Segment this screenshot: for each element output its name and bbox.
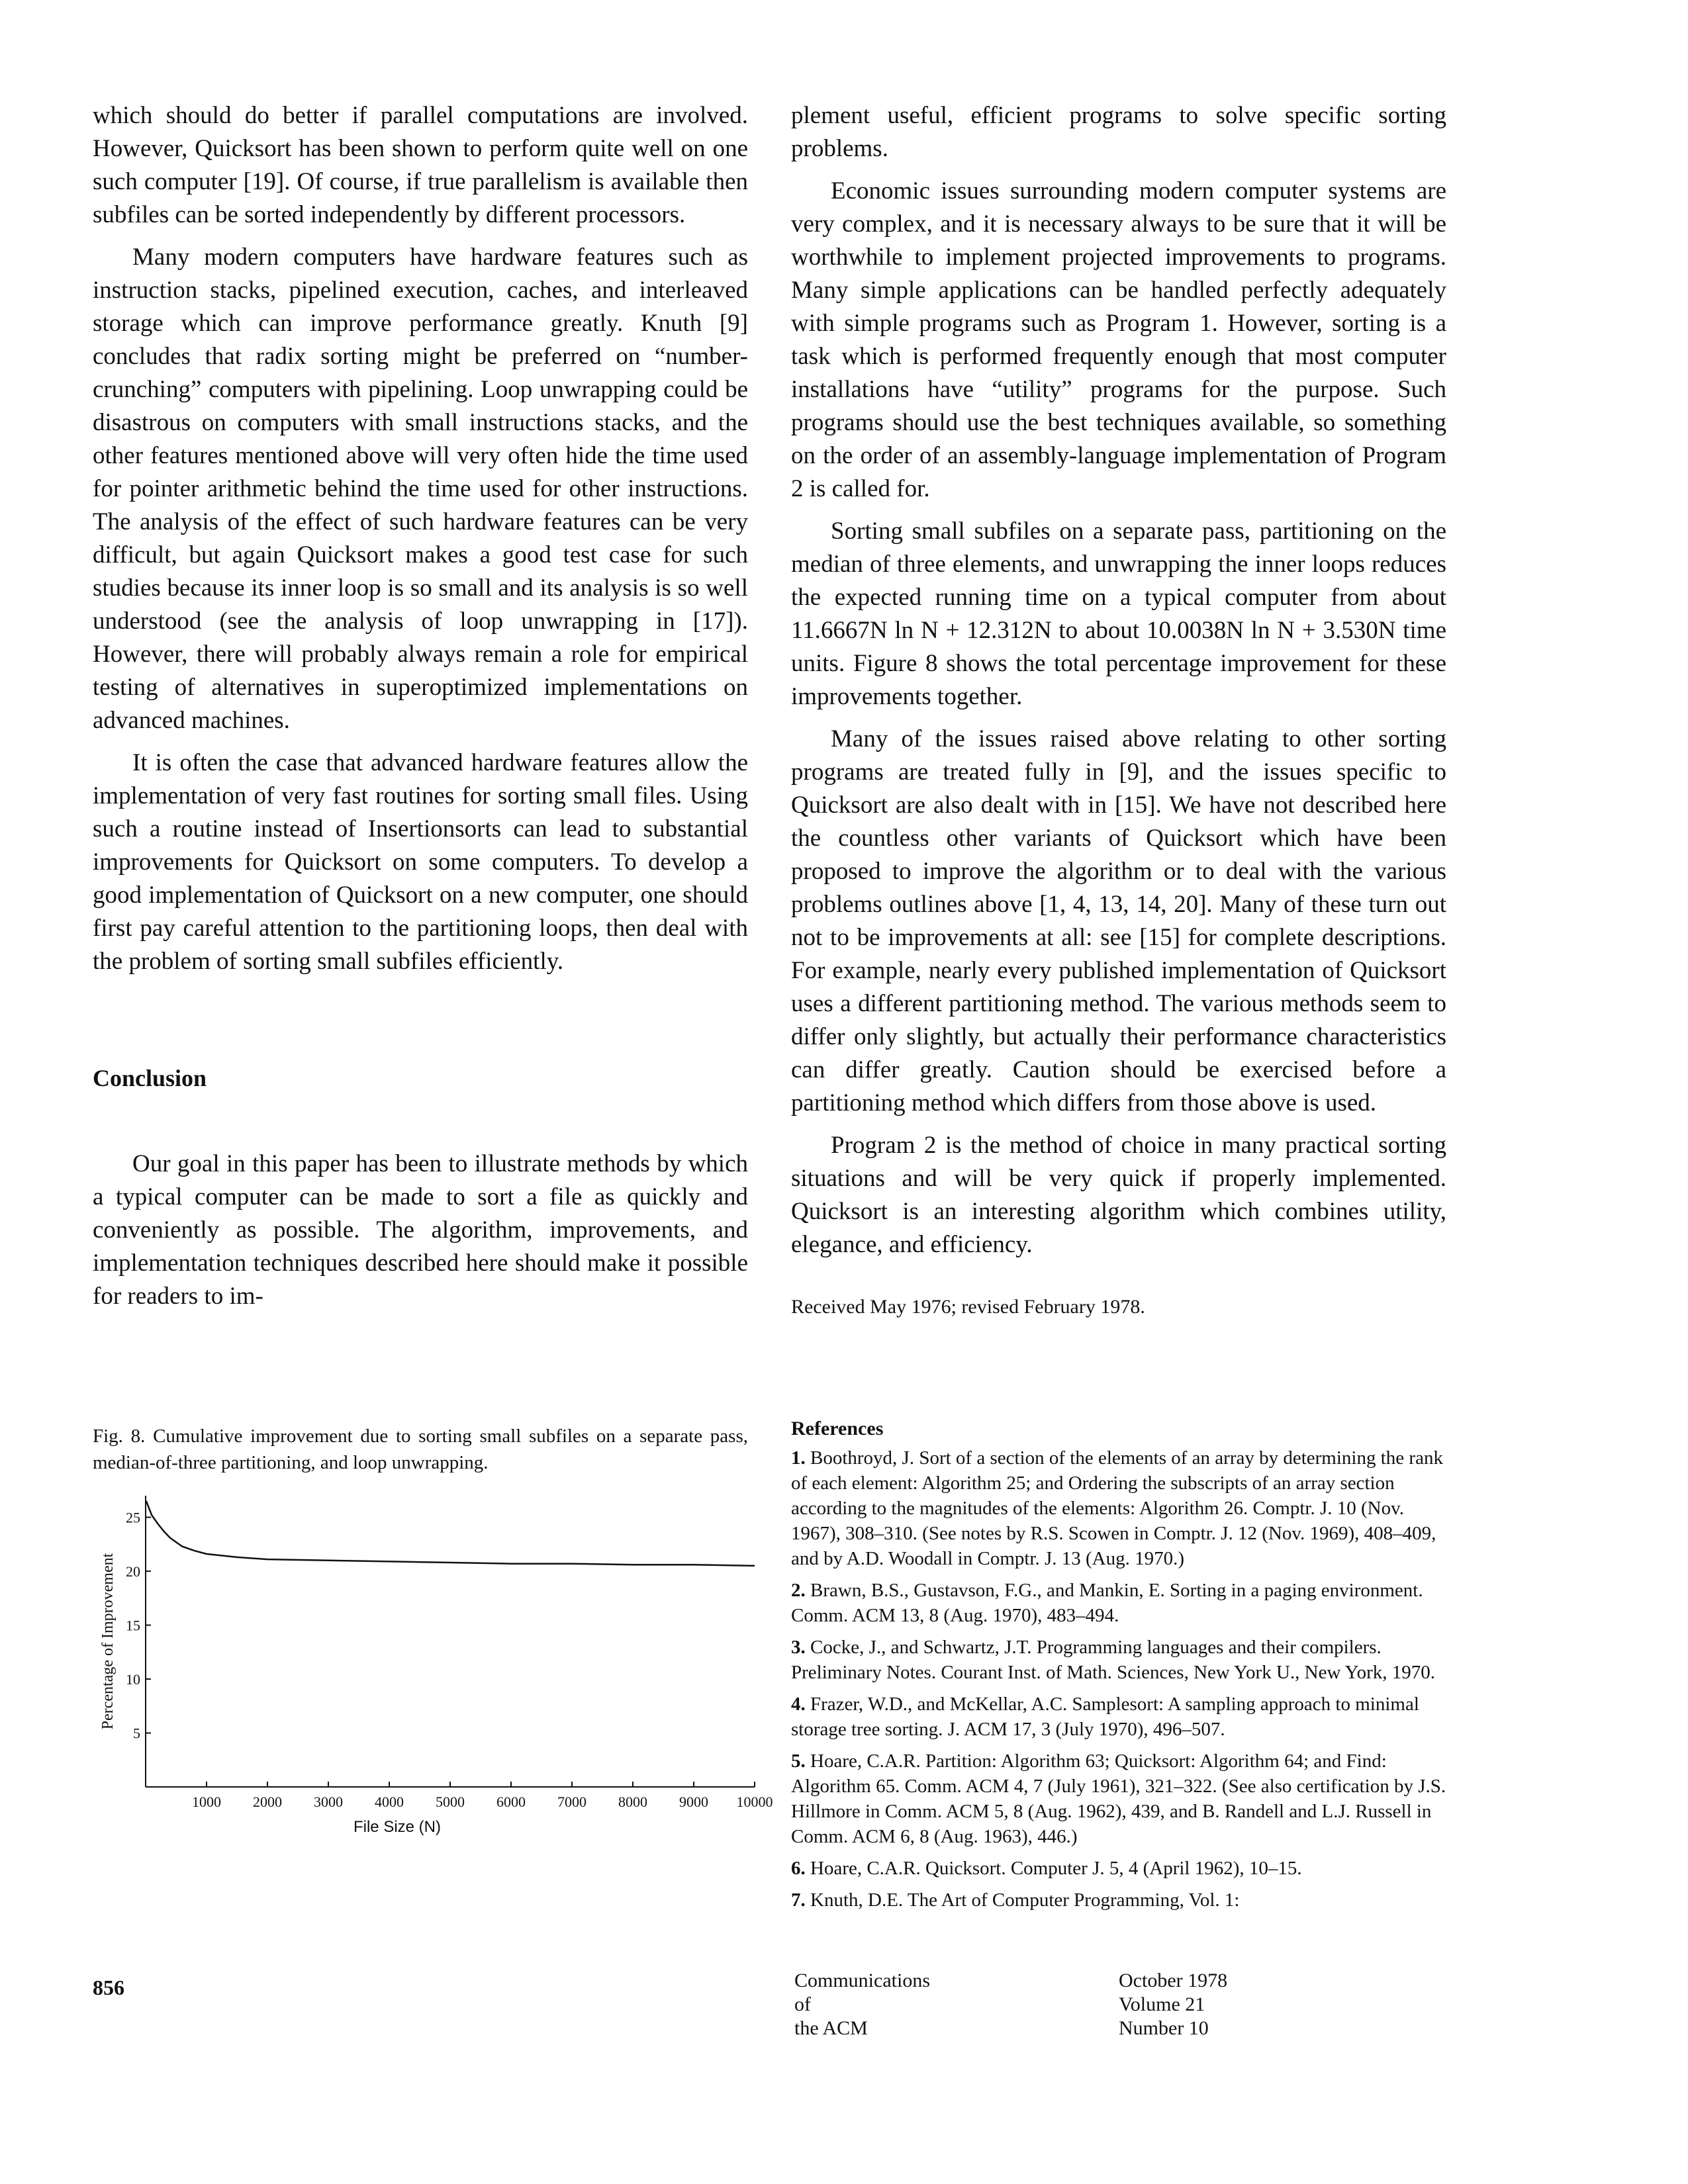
- journal-line: the ACM: [794, 2017, 868, 2039]
- reference-number: 4.: [791, 1694, 810, 1715]
- x-axis-label: File Size (N): [353, 1818, 442, 1836]
- reference-text: Frazer, W.D., and McKellar, A.C. Samplesort: A sampling approach to minimal storage tree sorting. J. ACM 17, 3 (July 1970), 496–507.: [791, 1694, 1419, 1740]
- issue-date: October 1978: [1119, 1970, 1228, 1991]
- y-tick-label: 25: [126, 1509, 140, 1526]
- x-tick-label: 4000: [375, 1794, 404, 1810]
- y-tick-label: 10: [126, 1671, 140, 1688]
- y-tick-label: 5: [133, 1725, 140, 1742]
- page-number: 856: [93, 1976, 124, 1999]
- figure-8-chart: [93, 1489, 773, 1836]
- reference-item: [791, 1888, 1446, 1913]
- reference-number: 7.: [791, 1889, 810, 1911]
- y-tick-label: 20: [126, 1563, 140, 1580]
- x-tick-label: 7000: [557, 1794, 586, 1810]
- chart-axes: [146, 1496, 755, 1787]
- reference-item: [791, 1692, 1446, 1742]
- paragraph: Economic issues surrounding modern computer systems are very complex, and it is necessary always to be sure that it will be worthwhile to implement projected improvements to programs. Many simple applications can be handled perfectly adequately with simple programs such as Program 1. However, sorting is a task which is performed frequently enough that most computer installations have “utility” programs for the purpose. Such programs should use the best techniques available, so something on the order of an assembly-language implementation of Program 2 is called for.: [791, 177, 1446, 502]
- reference-item: [791, 1635, 1446, 1685]
- reference-item: [791, 1578, 1446, 1628]
- x-ticks: [192, 1782, 773, 1810]
- reference-item: [791, 1856, 1446, 1881]
- reference-text: Boothroyd, J. Sort of a section of the elements of an array by determining the rank of each element: Algorithm 25; and Ordering the subscripts of an array section according to the magnitudes of the elements: Algorithm 26. Comptr. J. 10 (Nov. 1967), 308–310. (See notes by R.S. Scowen in Comptr. J. 12 (Nov. 1969), 408–409, and by A.D. Woodall in Comptr. J. 13 (Aug. 1970.): [791, 1447, 1443, 1569]
- conclusion-heading: Conclusion: [93, 1065, 207, 1091]
- paragraph: Many modern computers have hardware features such as instruction stacks, pipelined execution, caches, and interleaved storage which can improve performance greatly. Knuth [9] concludes that radix sorting might be preferred on “number-crunching” computers with pipelining. Loop unwrapping could be disastrous on computers with small instructions stacks, and the other features mentioned above will very often hide the time used for pointer arithmetic behind the time used for other instructions. The analysis of the effect of such hardware features can be very difficult, but again Quicksort makes a good test case for such studies because its inner loop is so small and its analysis is so well understood (see the analysis of loop unwrapping in [17]). However, there will probably always remain a role for empirical testing of alternatives in superoptimized implementations on advanced machines.: [93, 244, 748, 734]
- conclusion-paragraph: Our goal in this paper has been to illustrate methods by which a typical computer can be made to sort a file as quickly and conveniently as possible. The algorithm, improvements, and implementation techniques described here should make it possible for readers to im-: [93, 1150, 748, 1310]
- chart-series: [146, 1501, 755, 1566]
- y-axis-label: Percentage of Improvement: [99, 1553, 117, 1730]
- x-tick-label: 1000: [192, 1794, 221, 1810]
- x-tick-label: 5000: [436, 1794, 465, 1810]
- journal-line: of: [794, 1993, 811, 2015]
- series-line: [146, 1501, 755, 1566]
- received-note: Received May 1976; revised February 1978.: [791, 1296, 1145, 1318]
- references-list: [791, 1445, 1446, 1913]
- issue-info: [1119, 1969, 1227, 2040]
- right-column: [791, 99, 1446, 1318]
- x-tick-label: 10000: [736, 1794, 773, 1810]
- reference-item: [791, 1445, 1446, 1571]
- reference-text: Hoare, C.A.R. Partition: Algorithm 63; Quicksort: Algorithm 64; and Find: Algorithm 65. Comm. ACM 4, 7 (July 1961), 321–322. (See also certification by J.S. Hillmore in Comm. ACM 5, 8 (Aug. 1962), 439, and B. Randell and L.J. Russell in Comm. ACM 6, 8 (Aug. 1963), 446.): [791, 1751, 1446, 1847]
- left-column: [93, 99, 748, 1313]
- paragraph: Program 2 is the method of choice in many practical sorting situations and will be very quick if properly implemented. Quicksort is an interesting algorithm which combines utility, elegance, and efficiency.: [791, 1132, 1446, 1258]
- reference-number: 1.: [791, 1447, 810, 1469]
- reference-text: Hoare, C.A.R. Quicksort. Computer J. 5, 4 (April 1962), 10–15.: [810, 1858, 1302, 1879]
- issue-volume: Volume 21: [1119, 1993, 1205, 2015]
- issue-number: Number 10: [1119, 2017, 1209, 2039]
- x-tick-label: 9000: [679, 1794, 708, 1810]
- reference-item: [791, 1749, 1446, 1849]
- x-tick-label: 6000: [496, 1794, 526, 1810]
- paragraph: plement useful, efficient programs to solve specific sorting problems.: [791, 102, 1446, 162]
- paragraph: Many of the issues raised above relating to other sorting programs are treated fully in [9], and the issues specific to Quicksort are also dealt with in [15]. We have not described here the countless other variants of Quicksort which have been proposed to improve the algorithm or to deal with the various problems outlines above [1, 4, 13, 14, 20]. Many of these turn out not to be improvements at all: see [15] for complete descriptions. For example, nearly every published implementation of Quicksort uses a different partitioning method. The various methods seem to differ only slightly, but actually their performance characteristics can differ greatly. Caution should be exercised before a partitioning method which differs from those above is used.: [791, 725, 1446, 1116]
- journal-name: [794, 1969, 930, 2040]
- figure-caption: Fig. 8. Cumulative improvement due to sorting small subfiles on a separate pass, median-of-three partitioning, and loop unwrapping.: [93, 1426, 748, 1473]
- reference-number: 6.: [791, 1858, 810, 1879]
- y-ticks: [126, 1510, 151, 1742]
- x-tick-label: 8000: [618, 1794, 647, 1810]
- reference-text: Cocke, J., and Schwartz, J.T. Programming languages and their compilers. Preliminary Notes. Courant Inst. of Math. Sciences, New York U., New York, 1970.: [791, 1637, 1436, 1683]
- chart-svg: [93, 1489, 773, 1836]
- references: [791, 1416, 1446, 1919]
- reference-text: Knuth, D.E. The Art of Computer Programming, Vol. 1:: [810, 1889, 1240, 1911]
- reference-number: 5.: [791, 1751, 810, 1772]
- reference-number: 3.: [791, 1637, 810, 1658]
- x-tick-label: 2000: [253, 1794, 282, 1810]
- reference-text: Brawn, B.S., Gustavson, F.G., and Mankin, E. Sorting in a paging environment. Comm. ACM 13, 8 (Aug. 1970), 483–494.: [791, 1580, 1423, 1626]
- paragraph: which should do better if parallel computations are involved. However, Quicksort has been shown to perform quite well on one such computer [19]. Of course, if true parallelism is available then subfiles can be sorted independently by different processors.: [93, 102, 748, 228]
- paragraph: Sorting small subfiles on a separate pass, partitioning on the median of three elements, and unwrapping the inner loops reduces the expected running time on a typical computer from about 11.6667N ln N + 12.312N to about 10.0038N ln N + 3.530N time units. Figure 8 shows the total percentage improvement for these improvements together.: [791, 518, 1446, 710]
- references-heading: References: [791, 1418, 884, 1439]
- reference-number: 2.: [791, 1580, 810, 1601]
- x-tick-label: 3000: [314, 1794, 343, 1810]
- journal-line: Communications: [794, 1970, 930, 1991]
- paragraph: It is often the case that advanced hardware features allow the implementation of very fast routines for sorting small files. Using such a routine instead of Insertionsorts can lead to substantial improvements for Quicksort on some computers. To develop a good implementation of Quicksort on a new computer, one should first pay careful attention to the partitioning loops, then deal with the problem of sorting small subfiles efficiently.: [93, 749, 748, 975]
- y-tick-label: 15: [126, 1617, 140, 1634]
